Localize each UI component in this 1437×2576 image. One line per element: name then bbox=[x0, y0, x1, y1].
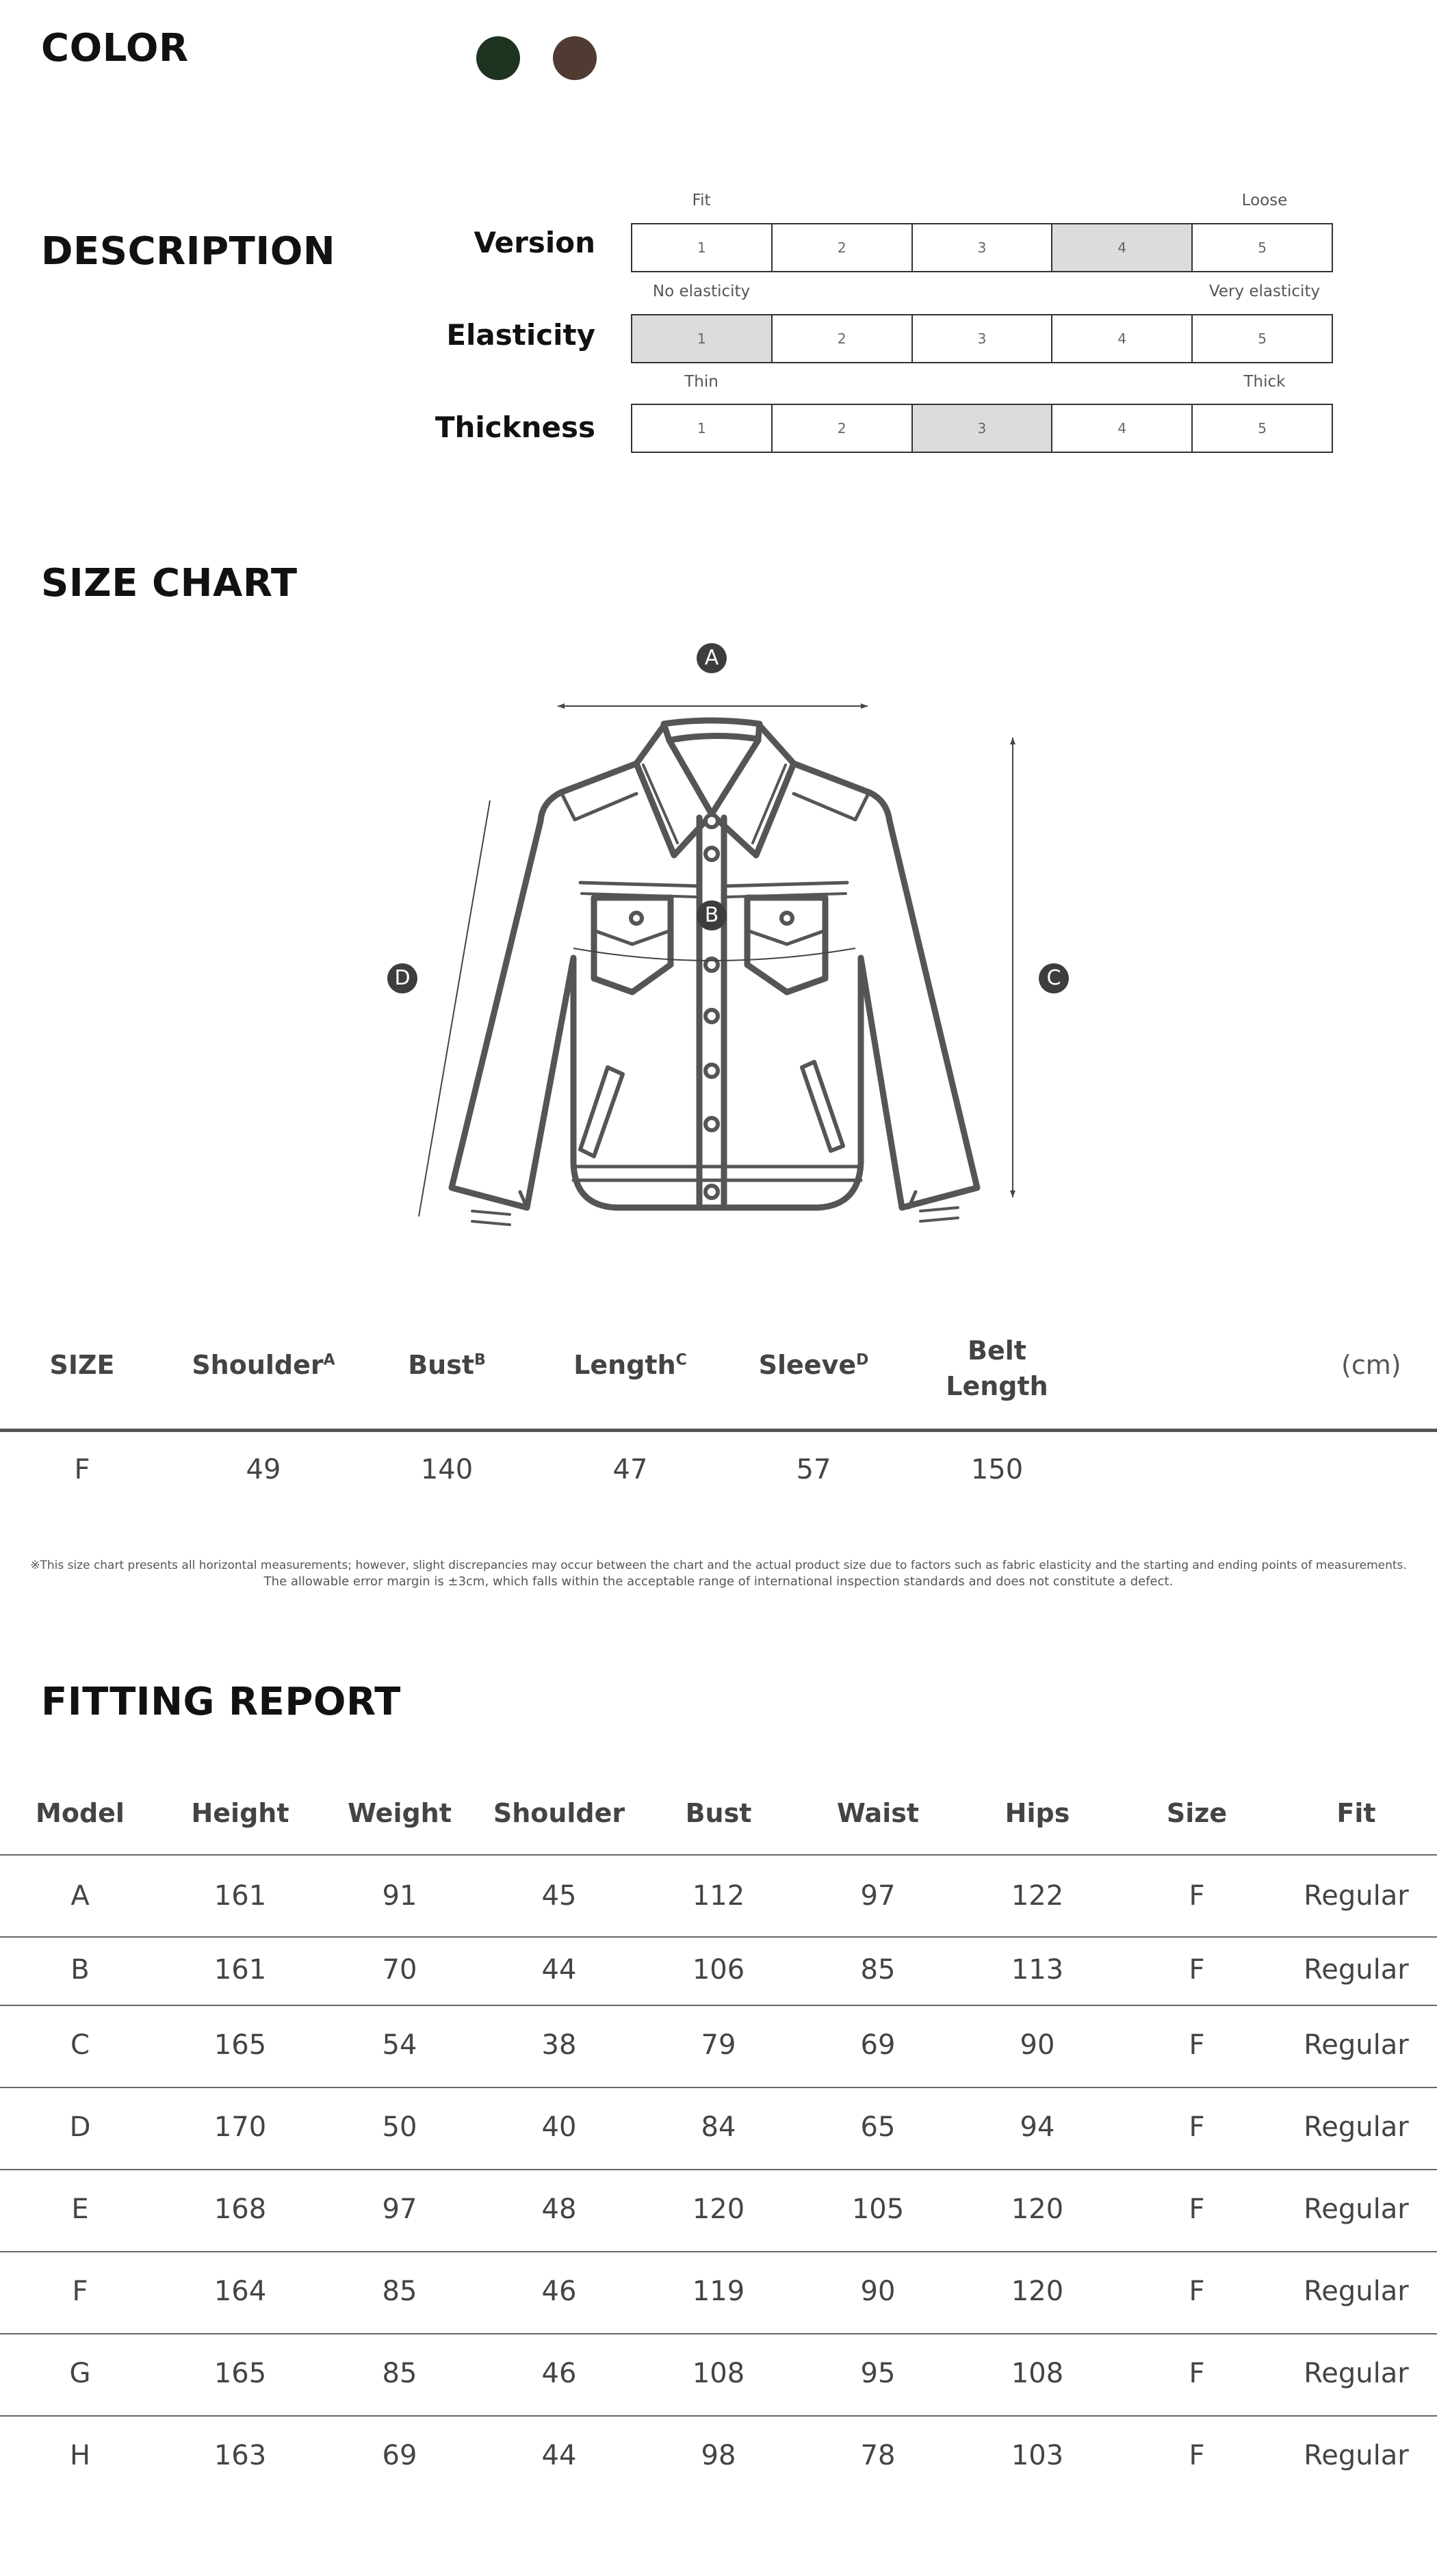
cell-height: 163 bbox=[213, 2440, 267, 2471]
cell-waist: 65 bbox=[860, 2111, 896, 2143]
cell-shoulder: 48 bbox=[541, 2194, 577, 2225]
thickness-step: 1 bbox=[632, 405, 773, 452]
cell-sleeve: 57 bbox=[796, 1454, 831, 1485]
cell-model: F bbox=[72, 2276, 88, 2307]
cell-fit: Regular bbox=[1304, 2440, 1409, 2471]
version-step-selected: 4 bbox=[1052, 224, 1193, 271]
header-belt-length: Belt Length bbox=[946, 1336, 1048, 1401]
cell-weight: 91 bbox=[382, 1880, 417, 1912]
cell-height: 165 bbox=[213, 2029, 267, 2061]
cell-hips: 120 bbox=[1011, 2276, 1064, 2307]
cell-hips: 94 bbox=[1020, 2111, 1055, 2143]
cell-bust: 119 bbox=[692, 2276, 745, 2307]
version-label: Version bbox=[474, 226, 595, 259]
elasticity-step: 2 bbox=[773, 315, 913, 362]
thickness-step: 2 bbox=[773, 405, 913, 452]
unit-label: (cm) bbox=[1341, 1350, 1401, 1380]
cell-model: D bbox=[69, 2111, 91, 2143]
marker-a: A bbox=[697, 643, 727, 673]
cell-size: F bbox=[1189, 2276, 1205, 2307]
header-hips: Hips bbox=[1005, 1798, 1070, 1828]
table-row-divider bbox=[0, 2415, 1437, 2417]
cell-shoulder: 44 bbox=[541, 2440, 577, 2471]
cell-bust: 140 bbox=[420, 1454, 474, 1485]
cell-fit: Regular bbox=[1304, 2276, 1409, 2307]
thickness-label: Thickness bbox=[435, 411, 595, 444]
cell-fit: Regular bbox=[1304, 2194, 1409, 2225]
cell-hips: 122 bbox=[1011, 1880, 1064, 1912]
thickness-step: 4 bbox=[1052, 405, 1193, 452]
cell-fit: Regular bbox=[1304, 2029, 1409, 2061]
description-title: DESCRIPTION bbox=[41, 229, 336, 274]
cell-weight: 97 bbox=[382, 2194, 417, 2225]
cell-waist: 105 bbox=[851, 2194, 905, 2225]
cell-shoulder: 46 bbox=[541, 2358, 577, 2389]
cell-shoulder: 38 bbox=[541, 2029, 577, 2061]
cell-length: 47 bbox=[612, 1454, 648, 1485]
cell-shoulder: 40 bbox=[541, 2111, 577, 2143]
table-row-divider bbox=[0, 1936, 1437, 1938]
header-size: Size bbox=[1166, 1798, 1228, 1828]
header-sleeve: Sleeve$^D$ bbox=[758, 1350, 869, 1380]
table-row-divider bbox=[0, 2005, 1437, 2006]
cell-shoulder: 49 bbox=[246, 1454, 281, 1485]
cell-bust: 108 bbox=[692, 2358, 745, 2389]
cell-size: F bbox=[1189, 1954, 1205, 1986]
cell-model: G bbox=[69, 2358, 91, 2389]
header-fit: Fit bbox=[1336, 1798, 1376, 1828]
cell-weight: 85 bbox=[382, 2276, 417, 2307]
version-step: 1 bbox=[632, 224, 773, 271]
cell-shoulder: 44 bbox=[541, 1954, 577, 1986]
elasticity-step: 4 bbox=[1052, 315, 1193, 362]
cell-height: 161 bbox=[213, 1880, 267, 1912]
marker-c: C bbox=[1039, 963, 1069, 993]
cell-model: E bbox=[71, 2194, 89, 2225]
cell-bust: 106 bbox=[692, 1954, 745, 1986]
thickness-left-label: Thin bbox=[684, 373, 718, 391]
table-row-divider bbox=[0, 2251, 1437, 2252]
cell-shoulder: 45 bbox=[541, 1880, 577, 1912]
cell-weight: 85 bbox=[382, 2358, 417, 2389]
cell-size: F bbox=[1189, 1880, 1205, 1912]
cell-hips: 108 bbox=[1011, 2358, 1064, 2389]
version-step: 3 bbox=[913, 224, 1053, 271]
elasticity-step: 5 bbox=[1193, 315, 1332, 362]
cell-weight: 70 bbox=[382, 1954, 417, 1986]
jacket-diagram bbox=[0, 0, 1437, 1286]
cell-hips: 113 bbox=[1011, 1954, 1064, 1986]
measure-line-d bbox=[419, 801, 490, 1217]
jacket-body-outline bbox=[452, 764, 977, 1208]
version-step: 2 bbox=[773, 224, 913, 271]
cell-model: C bbox=[70, 2029, 90, 2061]
marker-b: B bbox=[697, 900, 727, 931]
cell-bust: 98 bbox=[701, 2440, 736, 2471]
cell-size: F bbox=[1189, 2440, 1205, 2471]
elasticity-step-selected: 1 bbox=[632, 315, 773, 362]
cell-shoulder: 46 bbox=[541, 2276, 577, 2307]
cell-hips: 90 bbox=[1020, 2029, 1055, 2061]
cell-height: 168 bbox=[213, 2194, 267, 2225]
header-bust: Bust$^B$ bbox=[408, 1350, 486, 1380]
cell-size: F bbox=[1189, 2358, 1205, 2389]
cell-height: 165 bbox=[213, 2358, 267, 2389]
elasticity-right-label: Very elasticity bbox=[1208, 283, 1321, 300]
cell-model: A bbox=[70, 1880, 90, 1912]
cell-fit: Regular bbox=[1304, 2111, 1409, 2143]
elasticity-label: Elasticity bbox=[446, 318, 595, 352]
header-size: SIZE bbox=[49, 1350, 115, 1380]
cell-bust: 120 bbox=[692, 2194, 745, 2225]
cell-bust: 112 bbox=[692, 1880, 745, 1912]
header-model: Model bbox=[36, 1798, 125, 1828]
cell-model: B bbox=[70, 1954, 90, 1986]
thickness-right-label: Thick bbox=[1243, 373, 1286, 391]
thickness-step: 5 bbox=[1193, 405, 1332, 452]
cell-fit: Regular bbox=[1304, 1880, 1409, 1912]
cell-waist: 97 bbox=[860, 1880, 896, 1912]
cell-height: 161 bbox=[213, 1954, 267, 1986]
cell-size: F bbox=[1189, 2029, 1205, 2061]
marker-d: D bbox=[387, 963, 417, 993]
elasticity-left-label: No elasticity bbox=[652, 283, 751, 300]
table-row-divider bbox=[0, 2087, 1437, 2088]
cell-hips: 120 bbox=[1011, 2194, 1064, 2225]
cell-height: 170 bbox=[213, 2111, 267, 2143]
size-note: ※This size chart presents all horizontal measurements; however, slight discrepancies may occur between the chart and the actual product size due to factors such as fabric elasticity and the starting and ending points of measurements. The allowable error margin is ±3cm, which falls within the acceptable range of international inspection standards and does not constitute a defect. bbox=[30, 1559, 1407, 1589]
table-row-divider bbox=[0, 1854, 1437, 1856]
header-bust: Bust bbox=[685, 1798, 752, 1828]
size-chart-title: SIZE CHART bbox=[41, 561, 298, 606]
header-shoulder: Shoulder$^A$ bbox=[192, 1350, 335, 1380]
jacket-collar bbox=[664, 720, 760, 740]
cell-waist: 78 bbox=[860, 2440, 896, 2471]
cell-weight: 54 bbox=[382, 2029, 417, 2061]
header-shoulder: Shoulder bbox=[493, 1798, 625, 1828]
table-row-divider bbox=[0, 2169, 1437, 2170]
thickness-step-selected: 3 bbox=[913, 405, 1053, 452]
table-row-divider bbox=[0, 2333, 1437, 2334]
cell-waist: 85 bbox=[860, 1954, 896, 1986]
cell-waist: 95 bbox=[860, 2358, 896, 2389]
color-title: COLOR bbox=[41, 26, 189, 70]
cell-belt-length: 150 bbox=[970, 1454, 1024, 1485]
cell-hips: 103 bbox=[1011, 2440, 1064, 2471]
header-height: Height bbox=[191, 1798, 289, 1828]
cell-waist: 69 bbox=[860, 2029, 896, 2061]
cell-weight: 50 bbox=[382, 2111, 417, 2143]
cell-bust: 79 bbox=[701, 2029, 736, 2061]
header-waist: Waist bbox=[836, 1798, 919, 1828]
cell-fit: Regular bbox=[1304, 2358, 1409, 2389]
cell-height: 164 bbox=[213, 2276, 267, 2307]
cell-size: F bbox=[74, 1454, 90, 1485]
cell-size: F bbox=[1189, 2194, 1205, 2225]
cell-bust: 84 bbox=[701, 2111, 736, 2143]
version-step: 5 bbox=[1193, 224, 1332, 271]
version-right-label: Loose bbox=[1241, 192, 1288, 209]
cell-weight: 69 bbox=[382, 2440, 417, 2471]
cell-size: F bbox=[1189, 2111, 1205, 2143]
cell-model: H bbox=[69, 2440, 91, 2471]
fitting-report-title: FITTING REPORT bbox=[41, 1680, 401, 1724]
cell-fit: Regular bbox=[1304, 1954, 1409, 1986]
cell-waist: 90 bbox=[860, 2276, 896, 2307]
elasticity-step: 3 bbox=[913, 315, 1053, 362]
header-length: Length$^C$ bbox=[573, 1350, 687, 1380]
header-weight: Weight bbox=[348, 1798, 452, 1828]
version-left-label: Fit bbox=[692, 192, 711, 209]
size-table-divider bbox=[0, 1429, 1437, 1432]
